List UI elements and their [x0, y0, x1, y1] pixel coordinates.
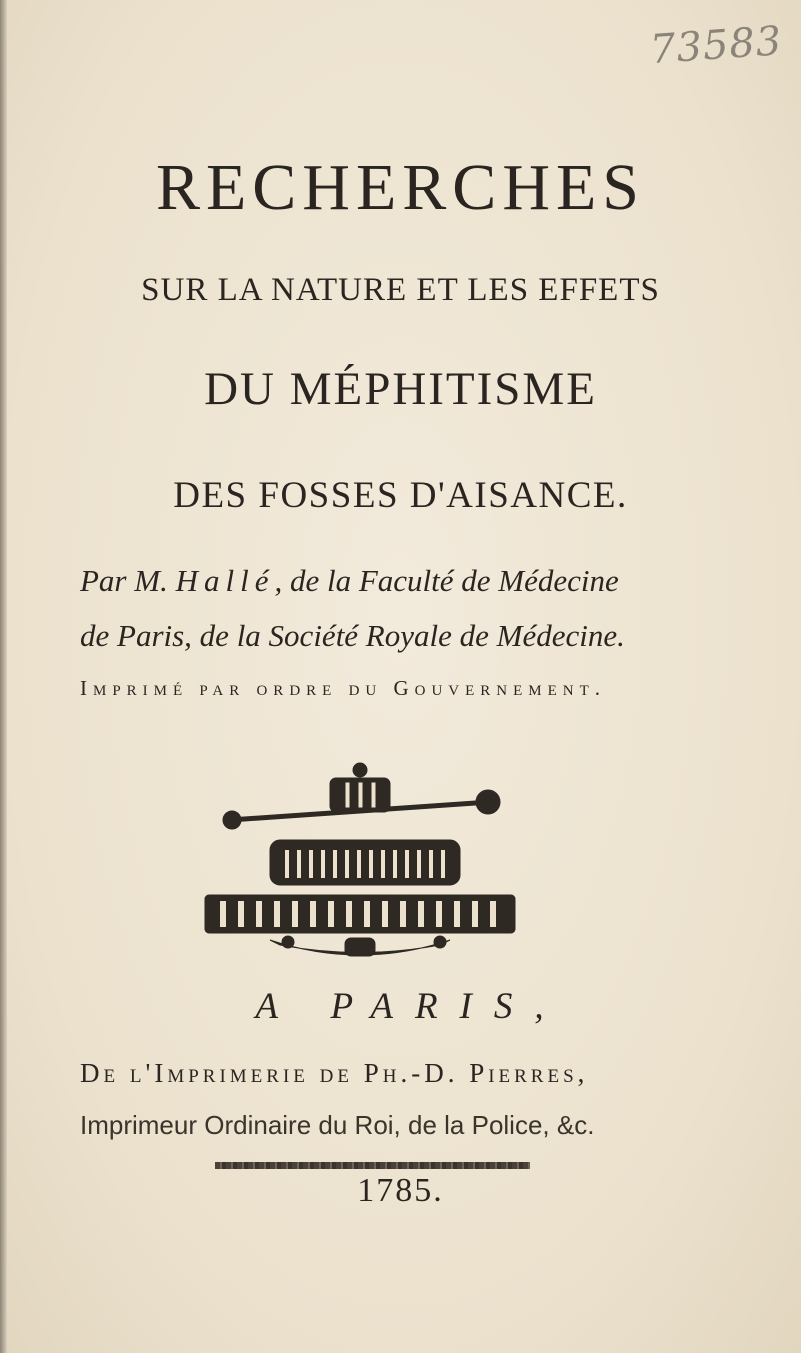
book-title: RECHERCHES: [155, 151, 646, 224]
shelfmark-annotation: 73583: [648, 18, 784, 74]
printer-line-2: Imprimeur Ordinaire du Roi, de la Police, &c.: [80, 1110, 595, 1140]
author-prefix: Par M.: [80, 563, 168, 598]
subtitle-line-3: DES FOSSES D'AISANCE.: [173, 475, 628, 516]
subtitle-line-1: SUR LA NATURE ET LES EFFETS: [141, 272, 660, 308]
ornamental-rule: [215, 1162, 530, 1169]
author-affiliation-1: , de la Faculté de Médecine: [274, 563, 619, 598]
royal-emblem-icon: [200, 760, 520, 960]
publication-year: 1785.: [357, 1172, 444, 1209]
printer-line-1: De l'Imprimerie de Ph.-D. Pierres,: [80, 1058, 589, 1088]
author-name: Hallé: [175, 563, 275, 598]
author-line: [80, 563, 780, 599]
imprint-note: Imprimé par ordre du Gouvernement.: [80, 676, 607, 700]
subtitle-line-2: DU MÉPHITISME: [204, 363, 597, 415]
place-of-publication: A PARIS,: [255, 986, 566, 1027]
author-affiliation-2: de Paris, de la Société Royale de Médecine.: [80, 618, 625, 653]
